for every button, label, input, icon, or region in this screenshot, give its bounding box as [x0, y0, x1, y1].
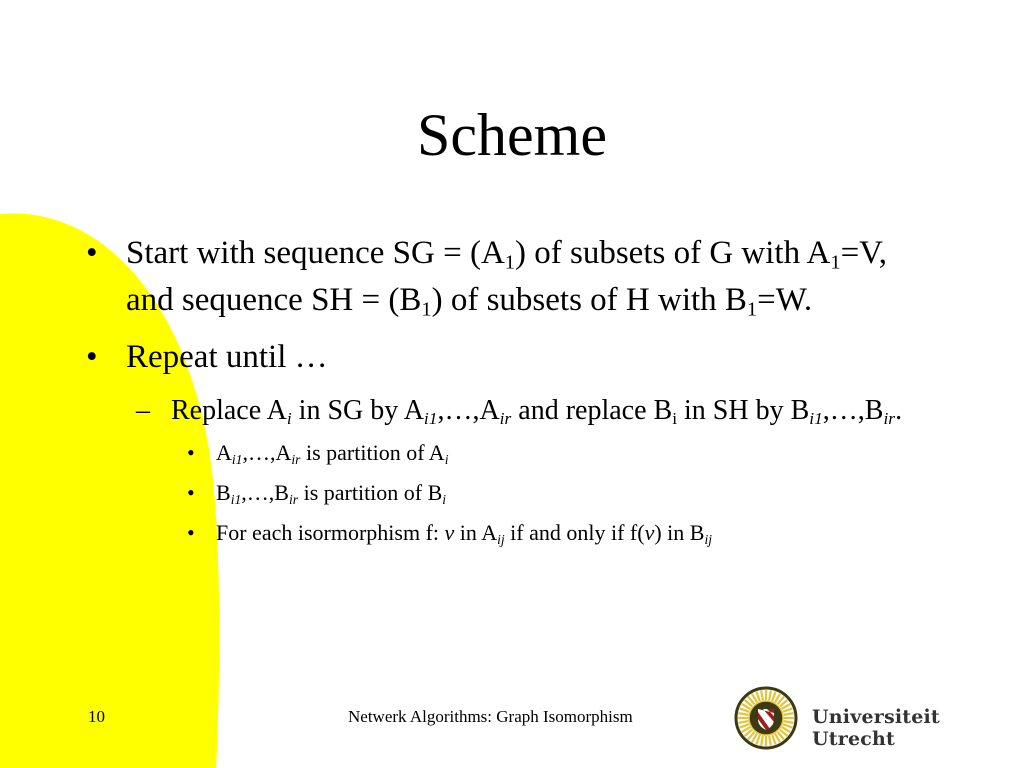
sub-sub-bullet-isomorphism: • For each isormorphism f: v in $A_{ij}$ if and only if f(v) in $B_{ij}$: [187, 520, 713, 547]
sub-sub-bullet-partition-b: • $B_{i1},\dots,B_{ir}$ is partition of $B_i$: [187, 480, 447, 507]
seal-ray: [756, 735, 759, 744]
seal-ray: [761, 736, 763, 746]
university-logo-text: Universiteit Utrecht: [812, 706, 940, 750]
seal-ray: [738, 721, 748, 723]
bullet-symbol: •: [86, 235, 98, 271]
bullet-item-repeat: • Repeat until …: [86, 334, 936, 381]
slide-number: 10: [88, 707, 105, 726]
seal-ray: [772, 735, 775, 744]
footer-title: Netwerk Algorithms: Graph Isomorphism: [348, 707, 633, 726]
seal-ray: [784, 713, 794, 715]
bullet-symbol: •: [187, 440, 195, 465]
seal-ray: [769, 690, 771, 700]
bullet-symbol: •: [86, 339, 98, 375]
seal-ray: [772, 692, 775, 701]
bullet-item-start: • Start with sequence SG = $(A_1)$ of subsets of G with $A_1=V$, and sequence SH = $(B_1)$ of subsets of H with $B_1=W$.: [86, 230, 936, 324]
seal-ray: [761, 690, 763, 700]
bullet-symbol: •: [187, 520, 195, 545]
seal-ray: [784, 721, 794, 723]
slide-title: Scheme: [417, 102, 607, 168]
university-seal-icon: [732, 684, 800, 752]
seal-ray: [769, 736, 771, 746]
seal-ray: [738, 713, 748, 715]
seal-ray: [783, 724, 792, 727]
sub-sub-bullet-partition-a: • $A_{i1},\dots,A_{ir}$ is partition of $A_i$: [187, 440, 449, 467]
seal-ray: [740, 708, 749, 711]
sub-bullet-replace: – Replace $A_i$ in SG by $A_{i1},\dots,A_{ir}$ and replace $B_i$ in SH by $B_{i1},\dots,B_{ir}$.: [86, 391, 936, 430]
seal-ray: [783, 708, 792, 711]
dash-symbol: –: [136, 395, 150, 426]
bullet-symbol: •: [187, 480, 195, 505]
seal-ray: [740, 724, 749, 727]
seal-ray: [756, 692, 759, 701]
bullet-list: [86, 230, 936, 558]
